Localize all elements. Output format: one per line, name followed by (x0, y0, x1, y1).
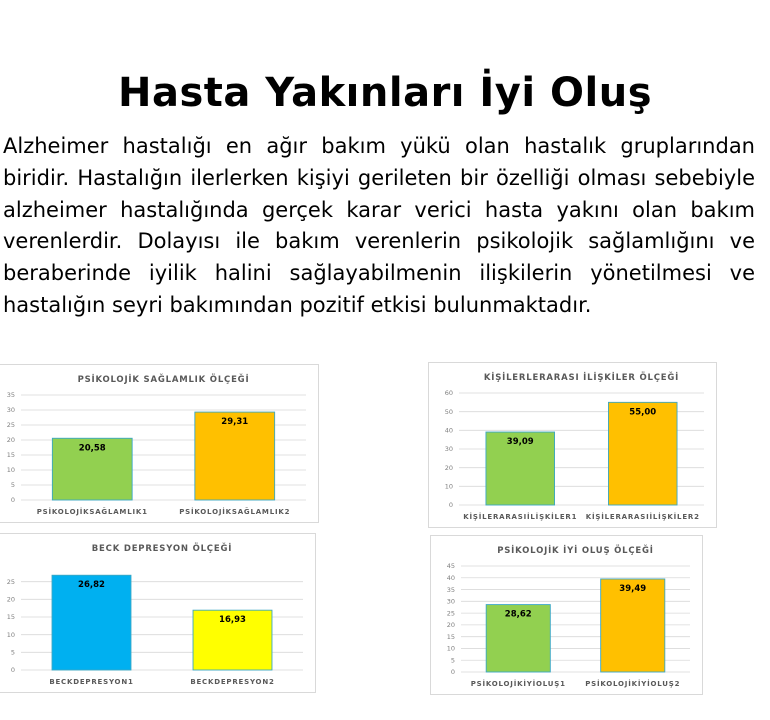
bar (608, 402, 677, 505)
y-tick-label: 15 (446, 632, 455, 641)
chart-svg (431, 536, 704, 696)
y-tick-label: 10 (444, 482, 453, 491)
category-label: PSİKOLOJİKSAĞLAMLIK1 (36, 508, 148, 516)
y-tick-label: 20 (6, 595, 15, 604)
y-tick-label: 50 (444, 407, 453, 416)
data-label: 29,31 (221, 417, 249, 428)
category-label: KİŞİLERARASIİLİŞKİLER1 (463, 513, 578, 521)
data-label: 26,82 (78, 580, 105, 591)
y-tick-label: 25 (6, 577, 15, 586)
chart-svg (429, 363, 718, 529)
y-tick-label: 60 (444, 389, 453, 398)
y-tick-label: 30 (444, 445, 453, 454)
slide-title: Hasta Yakınları İyi Oluş (117, 70, 653, 116)
y-tick-label: 0 (448, 501, 453, 510)
chart-psikolojik-saglamlik (0, 364, 319, 523)
chart-title: PSİKOLOJİK SAĞLAMLIK ÖLÇEĞİ (77, 375, 250, 385)
data-label: 39,09 (506, 437, 534, 448)
y-tick-label: 35 (446, 585, 455, 594)
y-tick-label: 20 (444, 463, 453, 472)
y-tick-label: 10 (6, 630, 15, 639)
data-label: 55,00 (629, 407, 657, 418)
category-label: PSİKOLOJİKİYİOLUŞ1 (470, 680, 566, 688)
y-tick-label: 20 (6, 436, 15, 445)
chart-kisilerarasi-iliskiler (428, 362, 717, 528)
category-label: BECKDEPRESYON1 (49, 678, 134, 686)
y-tick-label: 30 (6, 406, 15, 415)
y-tick-label: 0 (450, 668, 455, 677)
chart-beck-depresyon (0, 533, 316, 693)
y-tick-label: 25 (446, 609, 455, 618)
y-tick-label: 10 (6, 466, 15, 475)
y-tick-label: 45 (446, 562, 455, 571)
y-tick-label: 5 (10, 481, 15, 490)
category-label: PSİKOLOJİKİYİOLUŞ2 (585, 680, 681, 688)
y-tick-label: 35 (6, 391, 15, 400)
category-label: PSİKOLOJİKSAĞLAMLIK2 (179, 508, 291, 516)
y-tick-label: 10 (446, 644, 455, 653)
y-tick-label: 15 (6, 613, 15, 622)
category-label: BECKDEPRESYON2 (190, 678, 275, 686)
slide-paragraph: Alzheimer hastalığı en ağır bakım yükü olan hastalık gruplarından biridir. Hastalığın ilerlerken kişiyi gerileten bir özelliği olması sebebiyle alzheimer hastalığında gerçek karar verici hasta yakını olan bakım verenlerdir. Dolayısı ile bakım verenlerin psikolojik sağlamlığını ve beraberinde iyilik halini sağlayabilmenin ilişkilerin yönetilmesi ve hastalığın seyri bakımından pozitif etkisi bulunmaktadır. (3, 134, 755, 317)
chart-title: KİŞİLERLERARASI İLİŞKİLER ÖLÇEĞİ (483, 373, 680, 383)
y-tick-label: 25 (6, 421, 15, 430)
chart-svg (0, 534, 317, 694)
chart-psikolojik-iyi-olus (430, 535, 703, 695)
y-tick-label: 40 (444, 426, 453, 435)
chart-title: BECK DEPRESYON ÖLÇEĞİ (91, 544, 233, 554)
chart-title: PSİKOLOJİK İYİ OLUŞ ÖLÇEĞİ (497, 546, 654, 556)
y-tick-label: 30 (446, 597, 455, 606)
y-tick-label: 15 (6, 451, 15, 460)
chart-svg (0, 365, 320, 524)
y-tick-label: 20 (446, 621, 455, 630)
y-tick-label: 5 (10, 648, 15, 657)
y-tick-label: 0 (10, 496, 15, 505)
data-label: 16,93 (219, 615, 246, 626)
data-label: 20,58 (78, 443, 106, 454)
data-label: 28,62 (504, 609, 532, 620)
y-tick-label: 40 (446, 573, 455, 582)
category-label: KİŞİLERARASIİLİŞKİLER2 (585, 513, 700, 521)
y-tick-label: 0 (10, 666, 15, 675)
y-tick-label: 5 (450, 656, 455, 665)
data-label: 39,49 (619, 583, 647, 594)
